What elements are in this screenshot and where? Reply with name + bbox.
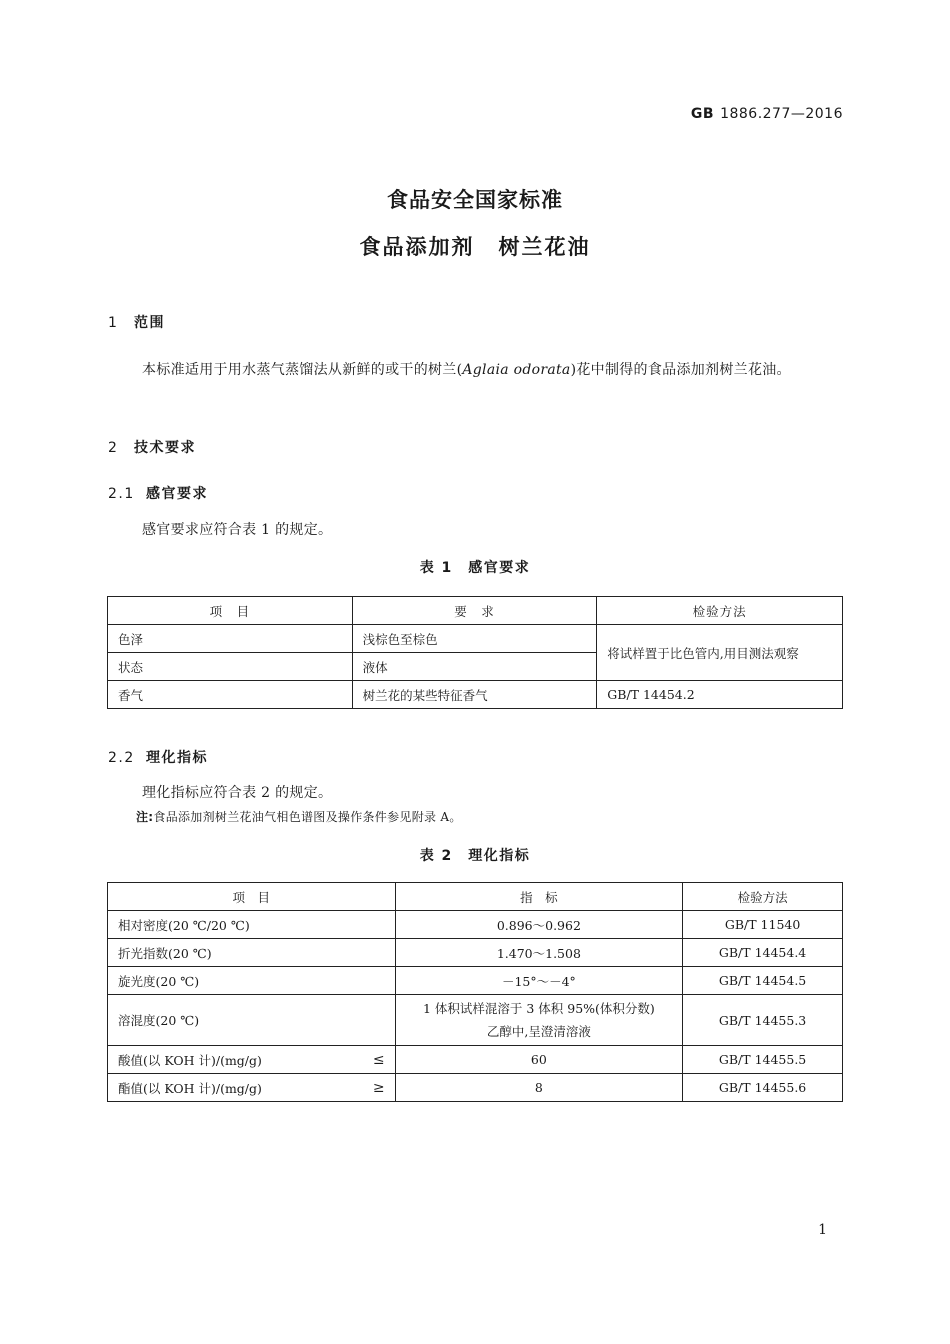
section-title: 感官要求	[146, 486, 208, 502]
table-row	[108, 1074, 843, 1102]
table-row	[108, 911, 843, 939]
section-2-heading	[108, 437, 196, 457]
latin-name: Aglaia odorata	[462, 362, 571, 378]
table-row	[108, 995, 843, 1046]
item-cell: 状态	[108, 653, 353, 681]
value-cell: 0.896～0.962	[395, 911, 683, 939]
table-row	[108, 625, 843, 653]
standard-number	[691, 106, 843, 122]
column-header: 指 标	[395, 883, 683, 911]
value-cell: 1.470～1.508	[395, 939, 683, 967]
less-equal-symbol: ≤	[372, 1051, 385, 1068]
table-header-row	[108, 597, 843, 625]
item-label: 酸值(以 KOH 计)/(mg/g)	[118, 1052, 262, 1068]
section-2-1-paragraph: 感官要求应符合表 1 的规定。	[142, 522, 333, 538]
method-cell: 将试样置于比色管内,用目测法观察	[597, 625, 843, 681]
standard-prefix: GB	[690, 106, 715, 122]
requirement-cell: 浅棕色至棕色	[352, 625, 597, 653]
method-cell: GB/T 14455.5	[683, 1046, 843, 1074]
item-cell: 香气	[108, 681, 353, 709]
document-subtitle	[0, 231, 950, 261]
method-cell: GB/T 14455.6	[683, 1074, 843, 1102]
item-cell	[108, 1046, 396, 1074]
subtitle-right: 树兰花油	[498, 235, 591, 259]
note-text: 食品添加剂树兰花油气相色谱图及操作条件参见附录 A。	[153, 810, 462, 824]
physicochemical-indicators-table	[107, 882, 843, 1102]
requirement-cell: 树兰花的某些特征香气	[352, 681, 597, 709]
section-number: 2.1	[108, 486, 135, 502]
section-1-paragraph	[108, 357, 844, 383]
para-text: )花中制得的食品添加剂树兰花油。	[570, 362, 791, 378]
method-cell: GB/T 11540	[683, 911, 843, 939]
table-note	[136, 808, 462, 825]
item-label: 酯值(以 KOH 计)/(mg/g)	[118, 1080, 262, 1096]
table-row	[108, 939, 843, 967]
value-cell: －15°～－4°	[395, 967, 683, 995]
section-title: 理化指标	[146, 750, 208, 766]
subtitle-left: 食品添加剂	[359, 235, 475, 259]
item-cell	[108, 1074, 396, 1102]
section-2-2-paragraph: 理化指标应符合表 2 的规定。	[142, 785, 333, 801]
sensory-requirements-table	[107, 596, 843, 709]
section-2-2-heading	[108, 747, 208, 767]
value-cell: 60	[395, 1046, 683, 1074]
table-1-caption: 表 1 感官要求	[419, 560, 531, 576]
value-line: 1 体积试样混溶于 3 体积 95%(体积分数)	[422, 1001, 655, 1016]
table-row	[108, 1046, 843, 1074]
column-header: 项 目	[108, 597, 353, 625]
table-row	[108, 681, 843, 709]
method-cell: GB/T 14454.4	[683, 939, 843, 967]
standard-code: 1886.277—2016	[720, 106, 843, 122]
page-number: 1	[818, 1222, 827, 1238]
item-cell: 相对密度(20 ℃/20 ℃)	[108, 911, 396, 939]
note-label: 注:	[136, 810, 154, 824]
method-cell: GB/T 14455.3	[683, 995, 843, 1046]
column-header: 检验方法	[597, 597, 843, 625]
section-number: 1	[108, 315, 119, 331]
item-cell: 溶混度(20 ℃)	[108, 995, 396, 1046]
item-cell: 折光指数(20 ℃)	[108, 939, 396, 967]
table-row	[108, 967, 843, 995]
column-header: 项 目	[108, 883, 396, 911]
greater-equal-symbol: ≥	[372, 1079, 385, 1096]
document-title: 食品安全国家标准	[387, 188, 563, 212]
section-2-1-heading	[108, 483, 208, 503]
value-cell: 8	[395, 1074, 683, 1102]
column-header: 检验方法	[683, 883, 843, 911]
method-cell: GB/T 14454.5	[683, 967, 843, 995]
para-text: 本标准适用于用水蒸气蒸馏法从新鲜的或干的树兰(	[142, 362, 463, 378]
item-cell: 色泽	[108, 625, 353, 653]
section-title: 技术要求	[134, 440, 196, 456]
section-number: 2.2	[108, 750, 135, 766]
table-header-row	[108, 883, 843, 911]
requirement-cell: 液体	[352, 653, 597, 681]
section-1-heading	[108, 312, 165, 332]
item-cell: 旋光度(20 ℃)	[108, 967, 396, 995]
column-header: 要 求	[352, 597, 597, 625]
table-2-caption: 表 2 理化指标	[419, 848, 531, 864]
value-line: 乙醇中,呈澄清溶液	[486, 1024, 591, 1039]
value-cell	[395, 995, 683, 1046]
section-number: 2	[108, 440, 119, 456]
section-title: 范围	[134, 315, 165, 331]
method-cell: GB/T 14454.2	[597, 681, 843, 709]
